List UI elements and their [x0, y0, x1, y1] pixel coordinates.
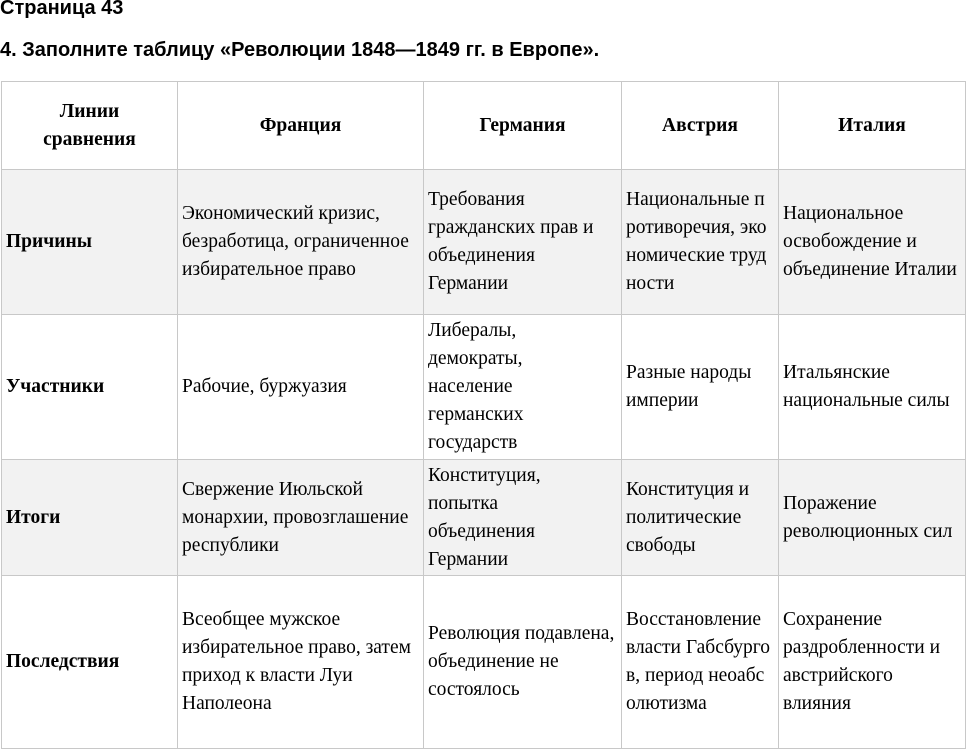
cell-causes-france: Экономический кризис, безработица, ограниченное избирательное право	[178, 170, 424, 315]
cell-participants-france: Рабочие, буржуазия	[178, 315, 424, 460]
cell-participants-italy: Итальянские национальные силы	[779, 315, 966, 460]
cell-results-germany: Конституция, попытка объединения Германии	[424, 460, 622, 576]
cell-consequences-germany: Революция подавлена, объединение не состоялось	[424, 576, 622, 749]
row-label-consequences: Последствия	[2, 576, 178, 749]
header-austria: Австрия	[622, 82, 779, 170]
cell-consequences-austria: Восстановление власти Габсбургов, период неоабсолютизма	[622, 576, 779, 749]
cell-causes-germany: Требования гражданских прав и объединения Германии	[424, 170, 622, 315]
cell-results-france: Свержение Июльской монархии, провозглашение республики	[178, 460, 424, 576]
header-comparison-lines: Линии сравнения	[2, 82, 178, 170]
header-italy: Италия	[779, 82, 966, 170]
header-germany: Германия	[424, 82, 622, 170]
cell-consequences-italy: Сохранение раздробленности и австрийского влияния	[779, 576, 966, 749]
table-header-row	[2, 82, 966, 170]
table-row-results	[2, 460, 966, 576]
task-title: 4. Заполните таблицу «Революции 1848—1849 гг. в Европе».	[0, 39, 600, 61]
revolutions-table	[1, 81, 966, 749]
cell-consequences-france: Всеобщее мужское избирательное право, затем приход к власти Луи Наполеона	[178, 576, 424, 749]
row-label-results: Итоги	[2, 460, 178, 576]
cell-results-italy: Поражение революционных сил	[779, 460, 966, 576]
cell-participants-austria: Разные народы империи	[622, 315, 779, 460]
table-row-causes	[2, 170, 966, 315]
cell-participants-germany: Либералы, демократы, население германских государств	[424, 315, 622, 460]
cell-causes-italy: Национальное освобождение и объединение Италии	[779, 170, 966, 315]
cell-causes-austria: Национальные противоречия, экономические трудности	[622, 170, 779, 315]
row-label-participants: Участники	[2, 315, 178, 460]
page-heading: Страница 43	[0, 0, 124, 19]
cell-results-austria: Конституция и политические свободы	[622, 460, 779, 576]
row-label-causes: Причины	[2, 170, 178, 315]
table-row-consequences	[2, 576, 966, 749]
table-row-participants	[2, 315, 966, 460]
header-france: Франция	[178, 82, 424, 170]
